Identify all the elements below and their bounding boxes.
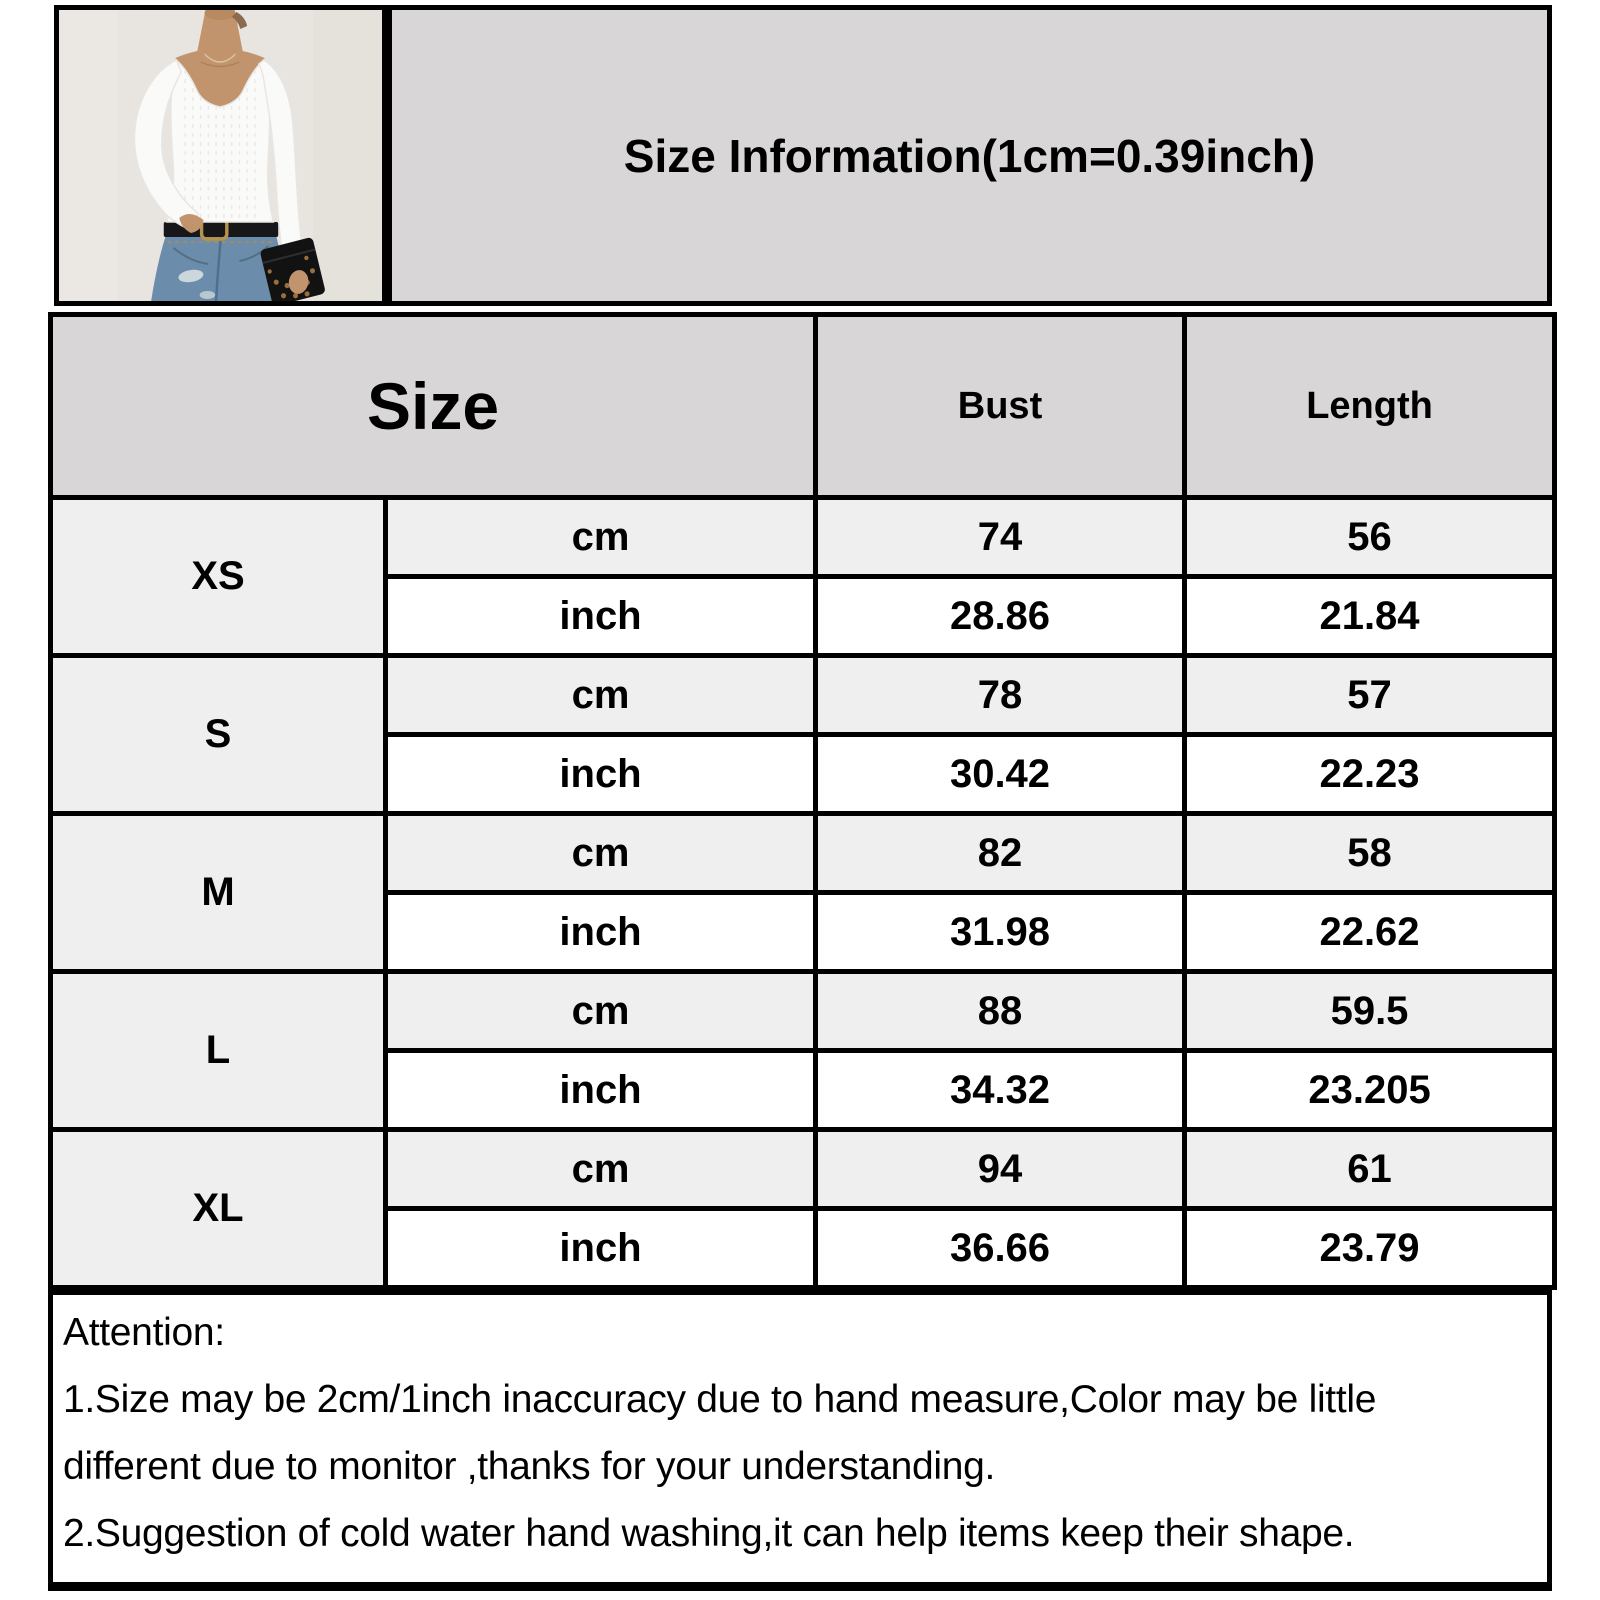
unit-label-cm: cm xyxy=(386,656,816,735)
attention-note xyxy=(48,1290,1552,1591)
unit-label-inch: inch xyxy=(386,893,816,972)
table-row-s-cm xyxy=(51,656,1555,735)
bust-value: 36.66 xyxy=(816,1209,1185,1288)
size-label-l: L xyxy=(51,972,386,1130)
length-value: 22.62 xyxy=(1185,893,1555,972)
top-section xyxy=(54,5,1552,306)
bust-value: 88 xyxy=(816,972,1185,1051)
length-value: 22.23 xyxy=(1185,735,1555,814)
length-value: 21.84 xyxy=(1185,577,1555,656)
bust-value: 94 xyxy=(816,1130,1185,1209)
length-column-header: Length xyxy=(1185,315,1555,498)
bust-value: 74 xyxy=(816,498,1185,577)
unit-label-inch: inch xyxy=(386,577,816,656)
unit-label-cm: cm xyxy=(386,1130,816,1209)
length-value: 59.5 xyxy=(1185,972,1555,1051)
unit-label-inch: inch xyxy=(386,1209,816,1288)
attention-title: Attention: xyxy=(63,1311,225,1354)
length-value: 23.205 xyxy=(1185,1051,1555,1130)
table-row-xl-cm xyxy=(51,1130,1555,1209)
unit-label-inch: inch xyxy=(386,735,816,814)
table-row-l-cm xyxy=(51,972,1555,1051)
size-label-xl: XL xyxy=(51,1130,386,1288)
bust-value: 34.32 xyxy=(816,1051,1185,1130)
length-value: 23.79 xyxy=(1185,1209,1555,1288)
product-photo xyxy=(54,5,387,306)
unit-label-cm: cm xyxy=(386,972,816,1051)
title-cell xyxy=(387,5,1552,306)
size-column-header: Size xyxy=(51,315,816,498)
unit-label-cm: cm xyxy=(386,814,816,893)
length-value: 58 xyxy=(1185,814,1555,893)
size-label-xs: XS xyxy=(51,498,386,656)
table-row-xs-cm xyxy=(51,498,1555,577)
table-row-m-cm xyxy=(51,814,1555,893)
size-label-s: S xyxy=(51,656,386,814)
length-value: 56 xyxy=(1185,498,1555,577)
model-illustration xyxy=(59,10,382,301)
bust-value: 30.42 xyxy=(816,735,1185,814)
table-header-row xyxy=(51,315,1555,498)
unit-label-cm: cm xyxy=(386,498,816,577)
size-label-m: M xyxy=(51,814,386,972)
attention-line-3: 2.Suggestion of cold water hand washing,it can help items keep their shape. xyxy=(63,1512,1355,1555)
bust-value: 28.86 xyxy=(816,577,1185,656)
bust-value: 78 xyxy=(816,656,1185,735)
attention-line-2: different due to monitor ,thanks for your understanding. xyxy=(63,1445,996,1488)
size-table xyxy=(48,312,1557,1290)
length-value: 61 xyxy=(1185,1130,1555,1209)
page-title: Size Information(1cm=0.39inch) xyxy=(623,129,1316,182)
bust-value: 82 xyxy=(816,814,1185,893)
bust-value: 31.98 xyxy=(816,893,1185,972)
attention-line-1: 1.Size may be 2cm/1inch inaccuracy due to hand measure,Color may be little xyxy=(63,1378,1377,1421)
bust-column-header: Bust xyxy=(816,315,1185,498)
unit-label-inch: inch xyxy=(386,1051,816,1130)
length-value: 57 xyxy=(1185,656,1555,735)
